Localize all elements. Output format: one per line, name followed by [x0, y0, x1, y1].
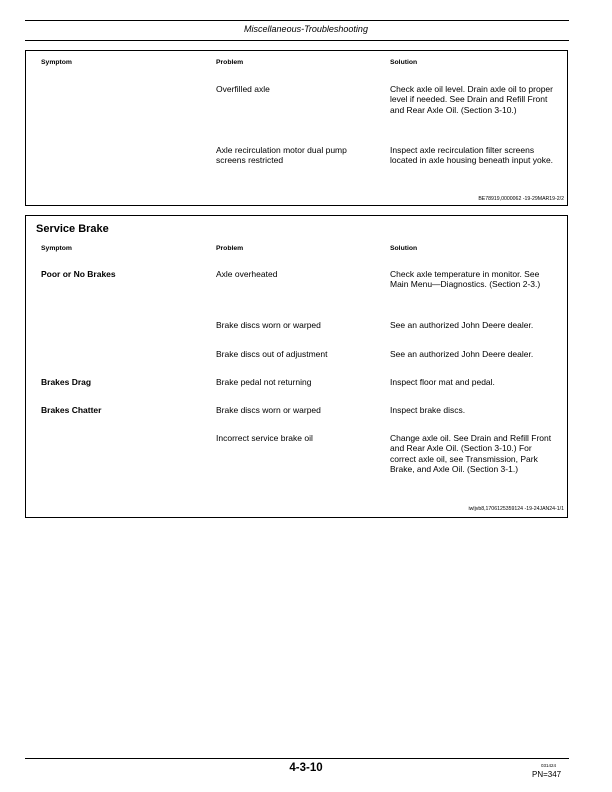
problem-column-header: Problem [216, 245, 244, 252]
table-row-problem: Incorrect service brake oil [216, 433, 313, 443]
table-row-solution: Inspect brake discs. [390, 405, 466, 415]
table-row-solution: Check axle oil level. Drain axle oil to proper level if needed. See Drain and Refill Front and Rear Axle Oil. (Section 3-10.) [390, 84, 553, 115]
table-row-problem: Axle recirculation motor dual pump screens restricted [216, 145, 347, 166]
table-row-solution: Check axle temperature in monitor. See Main Menu—Diagnostics. (Section 2-3.) [390, 269, 541, 290]
table-row-problem: Brake discs worn or warped [216, 405, 321, 415]
problem-column-header: Problem [216, 59, 244, 66]
pn-number: PN=347 [532, 770, 562, 779]
section-title: Service Brake [36, 223, 109, 235]
date-code: 031424 [541, 763, 557, 768]
page-number: 4-3-10 [289, 762, 323, 774]
table-row-problem: Brake discs worn or warped [216, 320, 321, 330]
table-row-problem: Brake discs out of adjustment [216, 349, 328, 359]
table-row-solution: Inspect axle recirculation filter screens located in axle housing beneath input yoke. [390, 145, 554, 166]
solution-column-header: Solution [390, 245, 418, 252]
header-rule-bottom [25, 40, 569, 41]
symptom-column-header: Symptom [41, 245, 72, 252]
table-row-solution: See an authorized John Deere dealer. [390, 349, 534, 359]
troubleshooting-table-continued [25, 50, 568, 206]
table-row-symptom: Brakes Chatter [41, 405, 102, 415]
table-row-symptom: Brakes Drag [41, 377, 92, 387]
symptom-column-header: Symptom [41, 59, 72, 66]
table-row-solution: Inspect floor mat and pedal. [390, 377, 495, 387]
table-row-problem: Axle overheated [216, 269, 278, 279]
table-row-problem: Brake pedal not returning [216, 377, 312, 387]
table-row-solution: Change axle oil. See Drain and Refill Front and Rear Axle Oil. (Section 3-10.) For correct axle oil, see Transmission, Park Brake, and Axle Oil. (Section 3-1.) [390, 433, 552, 475]
reference-code: iwljvb8,1706125359124 -19-24JAN24-1/1 [468, 506, 564, 512]
solution-column-header: Solution [390, 59, 418, 66]
reference-code: BE78919,0000062 -19-29MAR19-2/2 [478, 196, 564, 202]
footer-rule [25, 758, 569, 759]
header-rule-top [25, 20, 569, 21]
table-row-symptom: Poor or No Brakes [41, 269, 116, 279]
page-header-title: Miscellaneous-Troubleshooting [244, 24, 368, 34]
table-row-solution: See an authorized John Deere dealer. [390, 320, 534, 330]
table-row-problem: Overfilled axle [216, 84, 270, 94]
service-brake-table [25, 215, 568, 518]
